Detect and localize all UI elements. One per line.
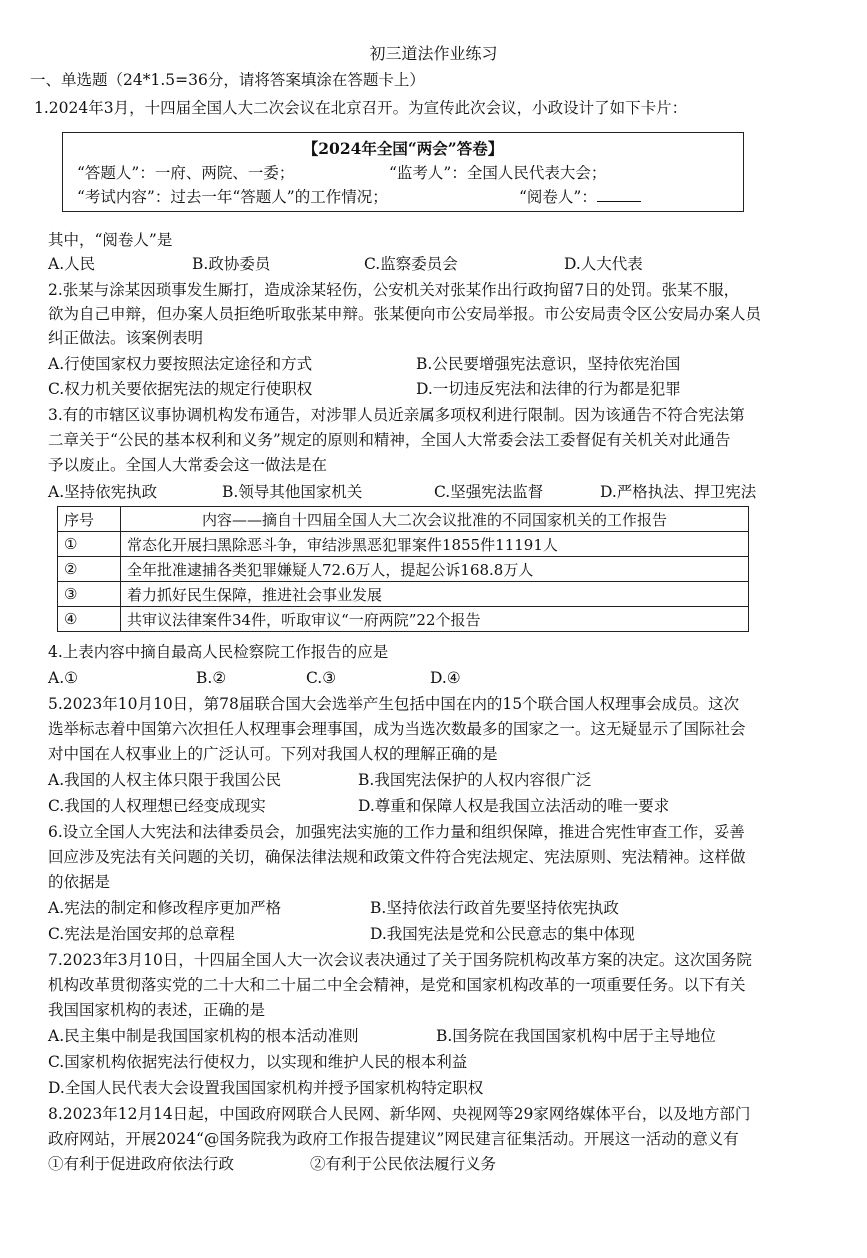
q6-line-1: 6.设立全国人大宪法和法律委员会，加强宪法实施的工作力量和组织保障，推进合宪性审查工作，妥善	[48, 823, 745, 841]
q3-line-3: 予以废止。全国人大常委会这一做法是在	[48, 456, 328, 474]
q2-option-b: B.公民要增强宪法意识，坚持依宪治国	[416, 355, 681, 373]
answer-card	[62, 132, 744, 212]
q8-statement-2: ②有利于公民依法履行义务	[310, 1155, 497, 1173]
q4-option-c: C.③	[306, 669, 337, 687]
q6-option-d: D.我国宪法是党和公民意志的集中体现	[370, 925, 635, 943]
q5-line-2: 选举标志着中国第六次担任人权理事会理事国，成为当选次数最多的国家之一。这无疑显示了国际社会	[48, 720, 746, 738]
q5-line-1: 5.2023年10月10日，第78届联合国大会选举产生包括中国在内的15个联合国人权理事会成员。这次	[48, 695, 740, 713]
card-examinee: “答题人”：一府、两院、一委；	[77, 164, 295, 182]
q5-option-d: D.尊重和保障人权是我国立法活动的唯一要求	[358, 797, 670, 815]
card-content: “考试内容”：过去一年“答题人”的工作情况；	[77, 188, 388, 206]
q4-option-d: D.④	[430, 669, 461, 687]
q4-stem: 4.上表内容中摘自最高人民检察院工作报告的应是	[48, 643, 389, 661]
table-row	[58, 582, 749, 607]
q3-option-a: A.坚持依宪执政	[48, 483, 158, 501]
q7-option-b: B.国务院在我国国家机构中居于主导地位	[436, 1027, 716, 1045]
q7-option-c: C.国家机构依据宪法行使权力，以实现和维护人民的根本利益	[48, 1053, 468, 1071]
q2-line-3: 纠正做法。该案例表明	[48, 329, 204, 347]
reports-table	[57, 506, 749, 632]
q5-option-c: C.我国的人权理想已经变成现实	[48, 797, 266, 815]
q5-option-a: A.我国的人权主体只限于我国公民	[48, 771, 282, 789]
table-cell-number: ③	[58, 582, 121, 607]
q3-line-1: 3.有的市辖区议事协调机构发布通告，对涉罪人员近亲属多项权利进行限制。因为该通告不符合宪法第	[48, 406, 745, 424]
q2-option-a: A.行使国家权力要按照法定途径和方式	[48, 355, 313, 373]
q6-option-a: A.宪法的制定和修改程序更加严格	[48, 899, 282, 917]
q3-option-d: D.严格执法、捍卫宪法	[600, 483, 757, 501]
q6-option-c: C.宪法是治国安邦的总章程	[48, 925, 235, 943]
q2-line-1: 2.张某与涂某因琐事发生厮打，造成涂某轻伤，公安机关对张某作出行政拘留7日的处罚。张某不服，	[48, 281, 740, 299]
q2-option-c: C.权力机关要依据宪法的规定行使职权	[48, 380, 313, 398]
q6-option-b: B.坚持依法行政首先要坚持依宪执政	[370, 899, 619, 917]
card-grader-label: “阅卷人”：	[519, 188, 597, 206]
q3-line-2: 二章关于“公民的基本权利和义务”规定的原则和精神，全国人大常委会法工委督促有关机关对此通告	[48, 431, 731, 449]
q7-line-2: 机构改革贯彻落实党的二十大和二十届二中全会精神，是党和国家机构改革的一项重要任务。以下有关	[48, 976, 746, 994]
table-row	[58, 557, 749, 582]
page-title: 初三道法作业练习	[369, 44, 498, 63]
q6-line-2: 回应涉及宪法有关问题的关切，确保法律法规和政策文件符合宪法规定、宪法原则、宪法精神。这样做	[48, 848, 746, 866]
q7-option-d: D.全国人民代表大会设置我国国家机构并授予国家机构特定职权	[48, 1079, 484, 1097]
table-cell-content: 共审议法律案件34件，听取审议“一府两院”22个报告	[121, 607, 749, 632]
table-cell-number: ①	[58, 532, 121, 557]
q4-option-b: B.②	[196, 669, 227, 687]
q6-line-3: 的依据是	[48, 873, 111, 891]
q4-option-a: A.①	[48, 669, 79, 687]
q8-statement-1: ①有利于促进政府依法行政	[48, 1155, 235, 1173]
table-row	[58, 532, 749, 557]
answer-blank	[597, 187, 641, 202]
q1-option-d: D.人大代表	[564, 255, 643, 273]
card-grader	[519, 185, 641, 207]
q1-option-a: A.人民	[48, 255, 96, 273]
table-cell-content: 着力抓好民生保障，推进社会事业发展	[121, 582, 749, 607]
table-header-number: 序号	[58, 507, 121, 532]
q5-option-b: B.我国宪法保护的人权内容很广泛	[358, 771, 592, 789]
q8-line-1: 8.2023年12月14日起，中国政府网联合人民网、新华网、央视网等29家网络媒体平台，以及地方部门	[48, 1105, 751, 1123]
q7-option-a: A.民主集中制是我国国家机构的根本活动准则	[48, 1027, 359, 1045]
table-cell-content: 全年批准逮捕各类犯罪嫌疑人72.6万人，提起公诉168.8万人	[121, 557, 749, 582]
card-proctor: “监考人”：全国人民代表大会；	[389, 164, 607, 182]
q2-option-d: D.一切违反宪法和法律的行为都是犯罪	[416, 380, 681, 398]
q7-line-1: 7.2023年3月10日，十四届全国人大一次会议表决通过了关于国务院机构改革方案的决定。这次国务院	[48, 951, 752, 969]
q1-option-c: C.监察委员会	[364, 255, 458, 273]
table-cell-number: ④	[58, 607, 121, 632]
q3-option-c: C.坚强宪法监督	[434, 483, 544, 501]
q3-option-b: B.领导其他国家机关	[222, 483, 363, 501]
table-header-content: 内容——摘自十四届全国人大二次会议批准的不同国家机关的工作报告	[121, 507, 749, 532]
card-title: 【2024年全国“两会”答卷】	[302, 139, 504, 158]
q1-after: 其中，“阅卷人”是	[48, 231, 173, 249]
q1-option-b: B.政协委员	[192, 255, 271, 273]
section-heading: 一、单选题（24*1.5=36分，请将答案填涂在答题卡上）	[30, 71, 425, 89]
q5-line-3: 对中国在人权事业上的广泛认可。下列对我国人权的理解正确的是	[48, 745, 498, 763]
q7-line-3: 我国国家机构的表述，正确的是	[48, 1001, 266, 1019]
table-header-row	[58, 507, 749, 532]
q8-line-2: 政府网站，开展2024“@国务院我为政府工作报告提建议”网民建言征集活动。开展这一活动的意义有	[48, 1130, 739, 1148]
table-cell-content: 常态化开展扫黑除恶斗争，审结涉黑恶犯罪案件1855件11191人	[121, 532, 749, 557]
q2-line-2: 欲为自己申辩，但办案人员拒绝听取张某申辩。张某便向市公安局举报。市公安局责令区公安局办案人员	[48, 305, 762, 323]
table-row	[58, 607, 749, 632]
table-cell-number: ②	[58, 557, 121, 582]
q1-stem: 1.2024年3月，十四届全国人大二次会议在北京召开。为宣传此次会议，小政设计了如下卡片：	[34, 99, 688, 117]
